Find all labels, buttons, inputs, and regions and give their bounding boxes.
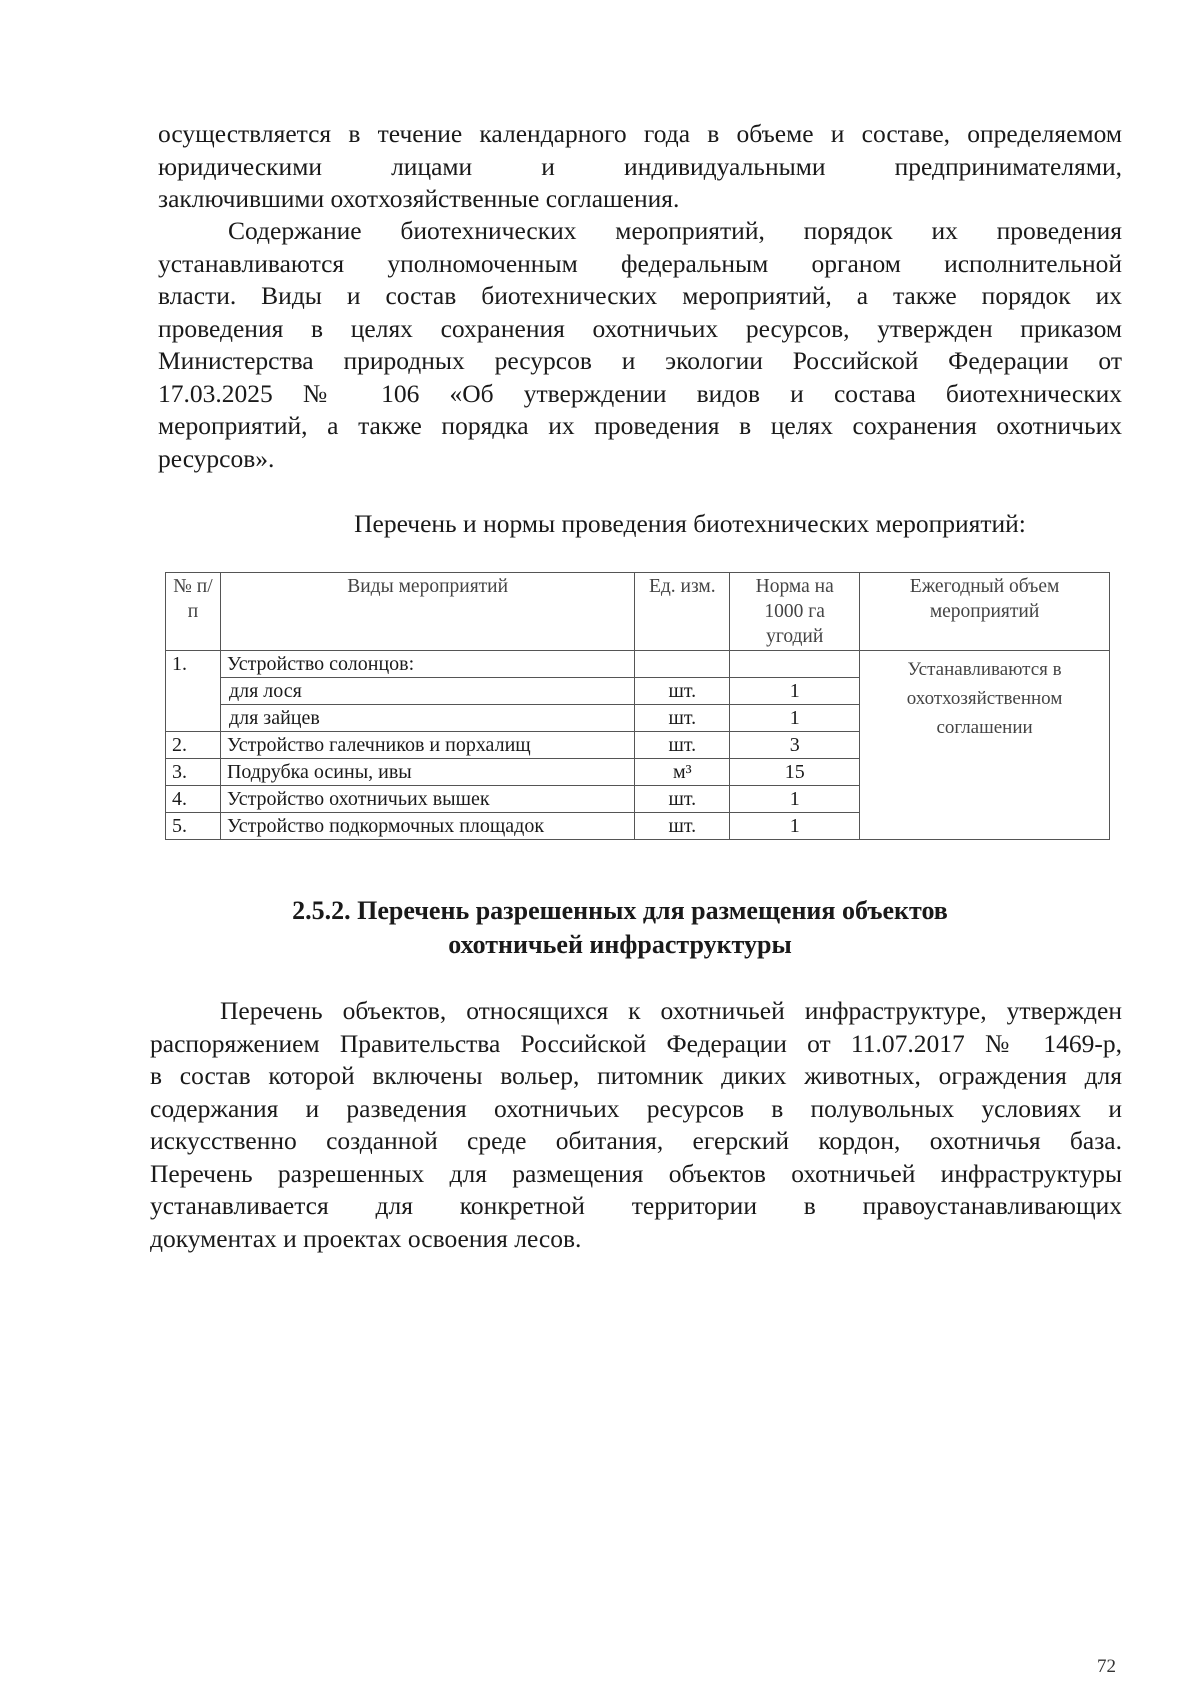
text-line: юридическими лицами и индивидуальными предпринимателями, bbox=[158, 151, 1122, 181]
text-line: устанавливается для конкретной территории в правоустанавливающих bbox=[150, 1191, 1122, 1220]
cell-norm: 1 bbox=[730, 678, 860, 705]
cell-norm: 3 bbox=[730, 732, 860, 759]
cell-unit: м³ bbox=[635, 759, 730, 786]
header-num: № п/п bbox=[166, 573, 221, 651]
page-number: 72 bbox=[1097, 1656, 1116, 1677]
paragraph-3 bbox=[150, 995, 1122, 1255]
cell-num: 4. bbox=[166, 786, 221, 813]
cell-norm bbox=[730, 651, 860, 678]
cell-kind: Устройство галечников и порхалищ bbox=[220, 732, 634, 759]
header-annual: Ежегодный объем мероприятий bbox=[860, 573, 1110, 651]
text-line: Перечень разрешенных для размещения объектов охотничьей инфраструктуры bbox=[150, 1158, 1122, 1188]
header-norm: Норма на 1000 га угодий bbox=[730, 573, 860, 651]
text-line: проведения в целях сохранения охотничьих ресурсов, утвержден приказом bbox=[158, 313, 1122, 343]
text-line: Перечень объектов, относящихся к охотничьей инфраструктуре, утвержден bbox=[220, 996, 1122, 1025]
cell-norm: 1 bbox=[730, 705, 860, 732]
cell-kind: Устройство охотничьих вышек bbox=[220, 786, 634, 813]
cell-norm: 1 bbox=[730, 813, 860, 840]
biotechnical-measures-table bbox=[165, 572, 1110, 840]
cell-num: 2. bbox=[166, 732, 221, 759]
header-kind: Виды мероприятий bbox=[220, 573, 634, 651]
cell-kind: для зайцев bbox=[220, 705, 634, 732]
cell-num: 5. bbox=[166, 813, 221, 840]
text-line: содержания и разведения охотничьих ресурсов в полувольных условиях и bbox=[150, 1093, 1122, 1123]
cell-unit bbox=[635, 651, 730, 678]
cell-num: 1. bbox=[166, 651, 221, 732]
text-line: Содержание биотехнических мероприятий, порядок их проведения bbox=[228, 216, 1122, 245]
cell-unit: шт. bbox=[635, 705, 730, 732]
text-line: осуществляется в течение календарного года в объеме и составе, определяемом bbox=[158, 119, 1122, 148]
cell-norm: 1 bbox=[730, 786, 860, 813]
text-line: Министерства природных ресурсов и экологии Российской Федерации от bbox=[158, 346, 1122, 375]
text-line: 17.03.2025 № 106 «Об утверждении видов и состава биотехнических bbox=[158, 378, 1122, 408]
cell-unit: шт. bbox=[635, 732, 730, 759]
cell-annual-note: Устанавливаются в охотхозяйственном соглашении bbox=[860, 651, 1110, 840]
table-header-row bbox=[166, 573, 1110, 651]
text-line: распоряжением Правительства Российской Федерации от 11.07.2017 № 1469-р, bbox=[150, 1028, 1122, 1058]
section-heading-line: 2.5.2. Перечень разрешенных для размещения объектов bbox=[292, 896, 948, 925]
text-line: в состав которой включены вольер, питомник диких животных, ограждения для bbox=[150, 1061, 1122, 1090]
paragraph-2 bbox=[158, 215, 1122, 475]
text-line: ресурсов». bbox=[158, 443, 275, 473]
cell-kind: Подрубка осины, ивы bbox=[220, 759, 634, 786]
paragraph-1 bbox=[158, 118, 1122, 216]
text-line: искусственно созданной среде обитания, егерский кордон, охотничья база. bbox=[150, 1126, 1122, 1155]
cell-num: 3. bbox=[166, 759, 221, 786]
cell-unit: шт. bbox=[635, 813, 730, 840]
text-line: власти. Виды и состав биотехнических мероприятий, а также порядок их bbox=[158, 281, 1122, 310]
cell-kind: Устройство солонцов: bbox=[220, 651, 634, 678]
cell-kind: для лося bbox=[220, 678, 634, 705]
header-unit: Ед. изм. bbox=[635, 573, 730, 651]
table-row bbox=[166, 651, 1110, 678]
text-line: устанавливаются уполномоченным федеральным органом исполнительной bbox=[158, 248, 1122, 278]
cell-kind: Устройство подкормочных площадок bbox=[220, 813, 634, 840]
cell-norm: 15 bbox=[730, 759, 860, 786]
cell-unit: шт. bbox=[635, 678, 730, 705]
section-heading-line: охотничьей инфраструктуры bbox=[448, 930, 792, 959]
section-heading bbox=[0, 894, 1200, 962]
table-caption: Перечень и нормы проведения биотехнических мероприятий: bbox=[354, 509, 1026, 538]
text-line: документах и проектах освоения лесов. bbox=[150, 1223, 582, 1253]
cell-unit: шт. bbox=[635, 786, 730, 813]
text-line: заключившими охотхозяйственные соглашения. bbox=[158, 184, 680, 213]
text-line: мероприятий, а также порядка их проведения в целях сохранения охотничьих bbox=[158, 411, 1122, 440]
